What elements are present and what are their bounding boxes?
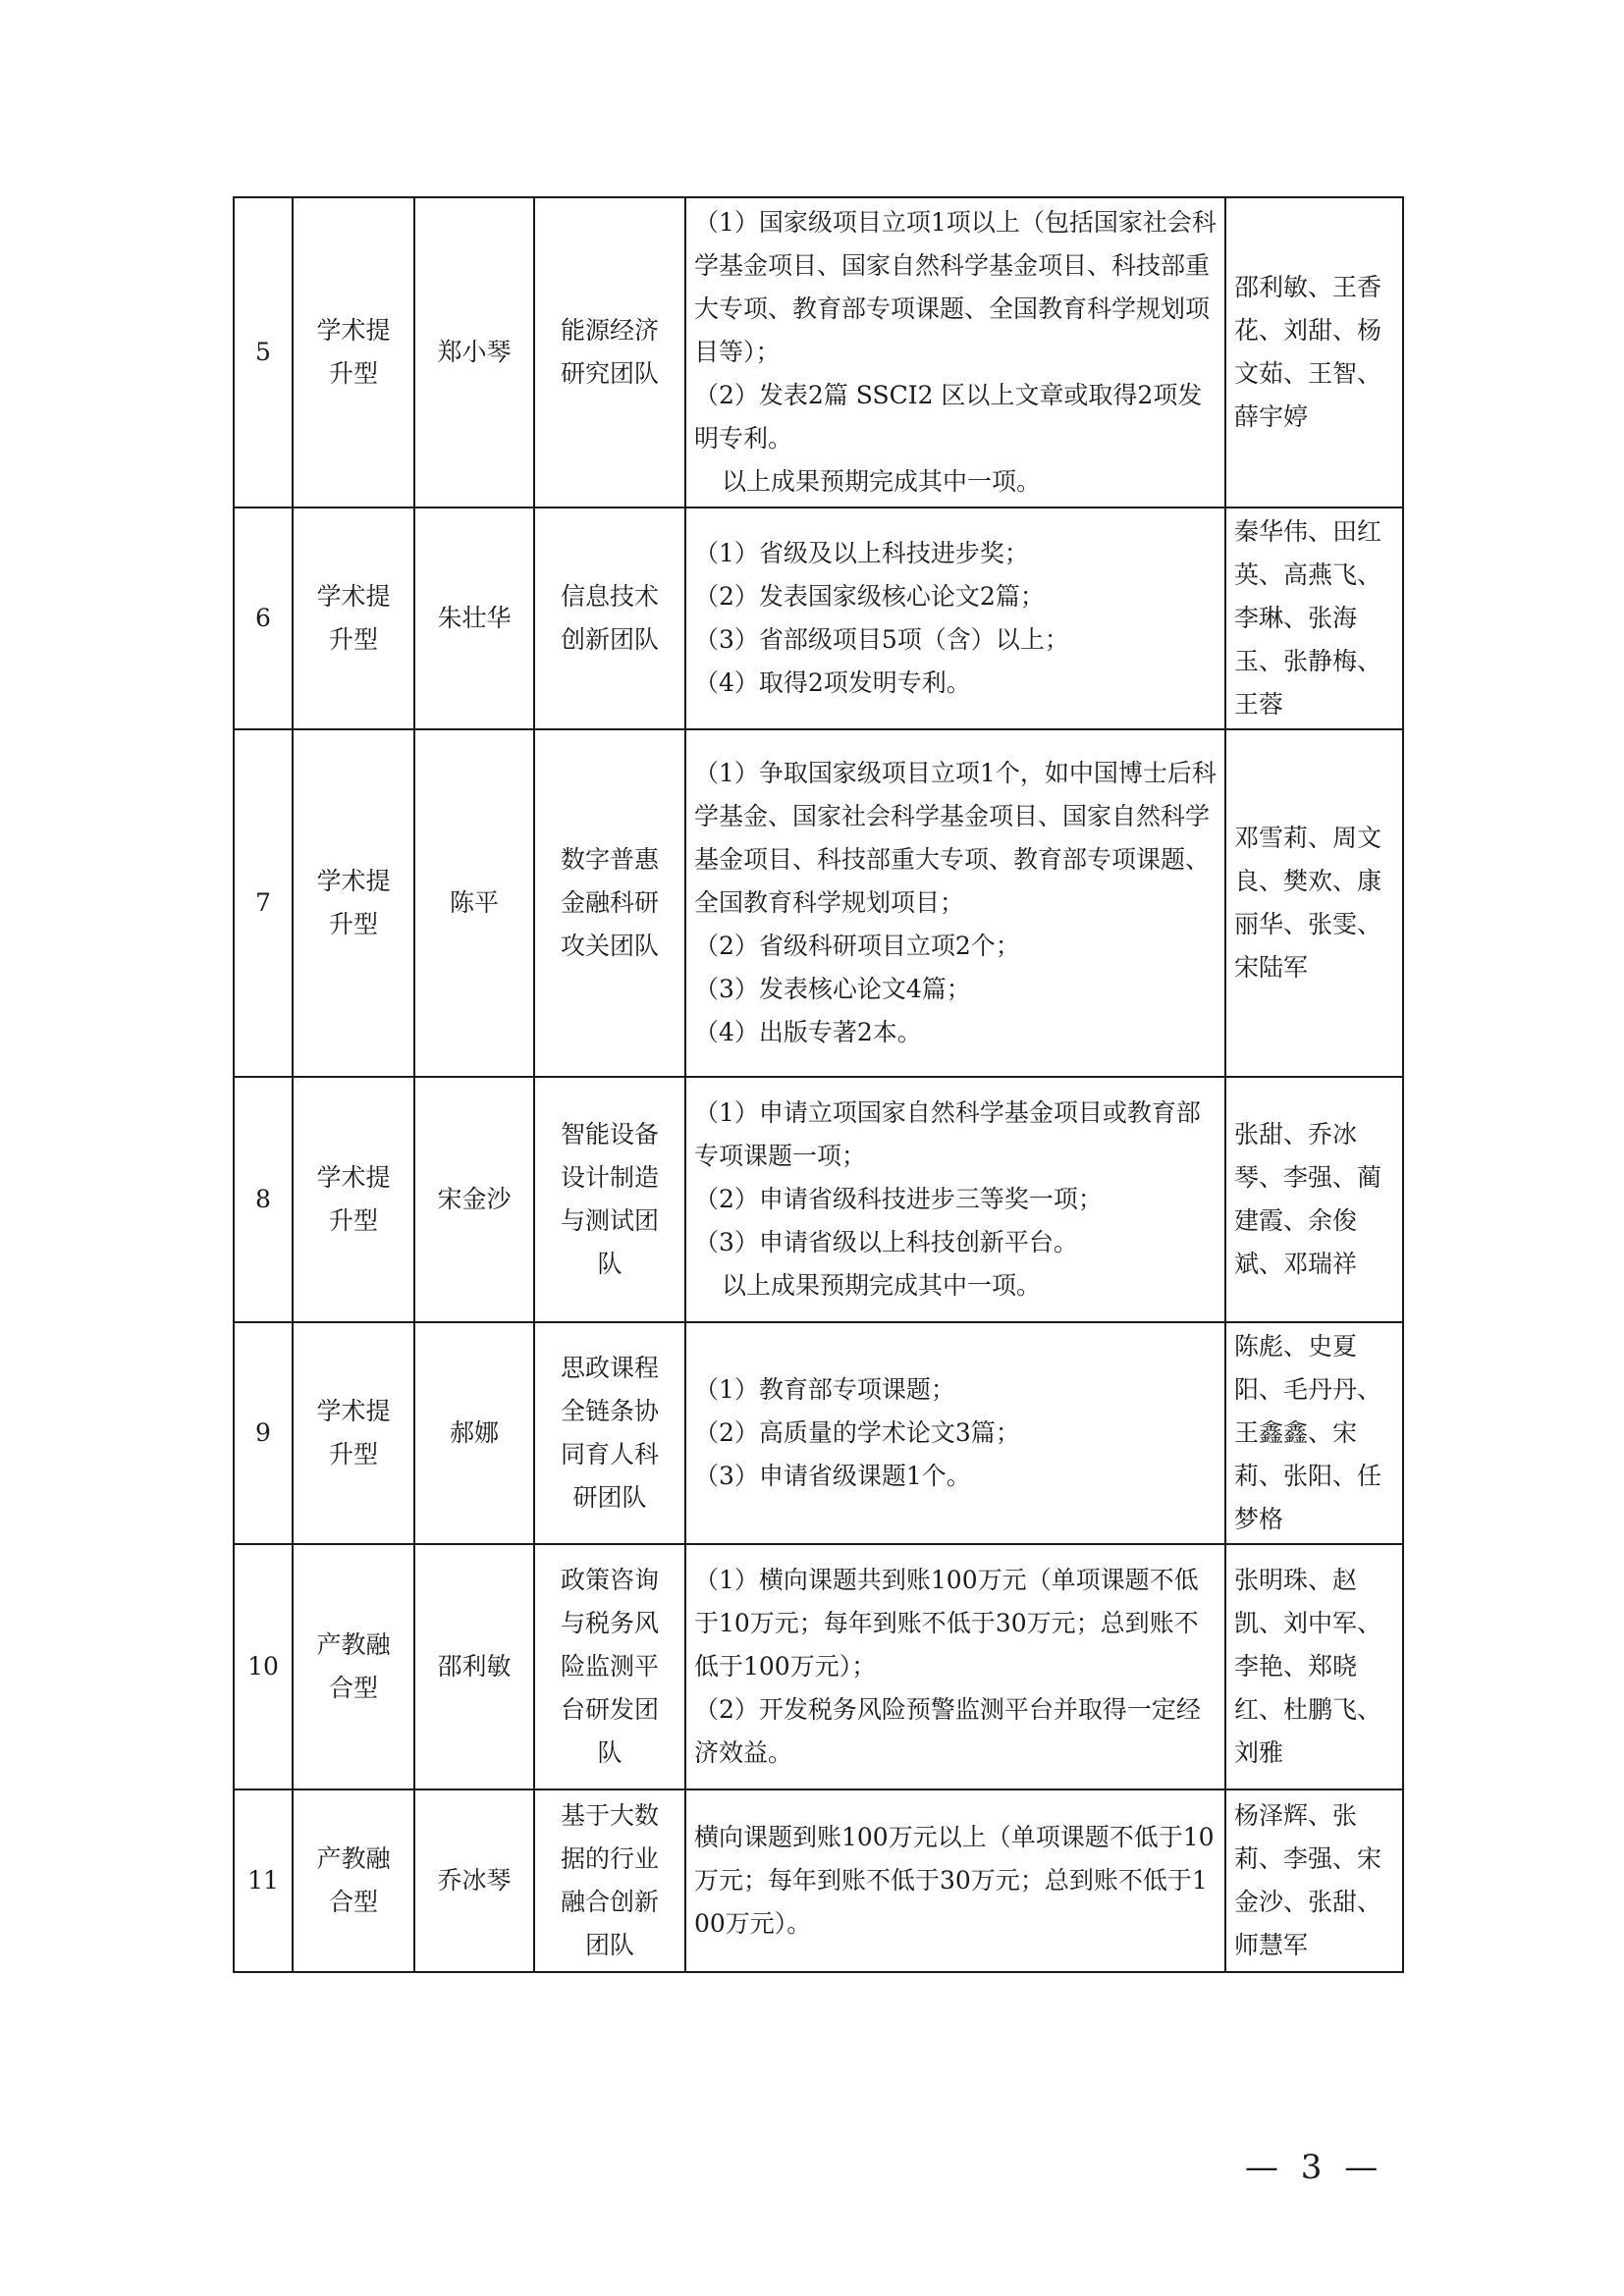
team-goals bbox=[685, 1077, 1225, 1322]
team-name bbox=[534, 507, 685, 729]
team-name bbox=[534, 197, 685, 507]
goal-item: 横向课题到账100万元以上（单项课题不低于10万元；每年到账不低于30万元；总到账不低于100万元）。 bbox=[694, 1823, 1215, 1938]
team-type bbox=[293, 1077, 414, 1322]
team-type-text: 学术提升型 bbox=[316, 867, 391, 938]
team-type-text: 学术提升型 bbox=[316, 1397, 391, 1468]
goal-item: （2）开发税务风险预警监测平台并取得一定经济效益。 bbox=[694, 1695, 1201, 1767]
team-goals bbox=[685, 1544, 1225, 1789]
goal-item: （2）发表国家级核心论文2篇； bbox=[694, 582, 1045, 611]
team-type-text: 学术提升型 bbox=[316, 316, 391, 388]
row-number: 7 bbox=[234, 729, 293, 1077]
team-type bbox=[293, 1789, 414, 1972]
goal-item: （1）申请立项国家自然科学基金项目或教育部专项课题一项； bbox=[694, 1098, 1201, 1170]
table-row bbox=[234, 729, 1403, 1077]
team-type-text: 产教融合型 bbox=[316, 1844, 391, 1916]
table-row bbox=[234, 1789, 1403, 1972]
goal-item: （2）申请省级科技进步三等奖一项； bbox=[694, 1185, 1103, 1213]
team-name bbox=[534, 1322, 685, 1544]
goal-item: （1）教育部专项课题； bbox=[694, 1375, 955, 1404]
goal-item: 以上成果预期完成其中一项。 bbox=[722, 467, 1042, 496]
team-type bbox=[293, 1322, 414, 1544]
team-type bbox=[293, 1544, 414, 1789]
team-name-text: 基于大数据的行业融合创新团队 bbox=[560, 1801, 659, 1959]
team-type-text: 学术提升型 bbox=[316, 1163, 391, 1235]
row-number: 8 bbox=[234, 1077, 293, 1322]
team-leader: 郝娜 bbox=[414, 1322, 534, 1544]
goal-item: （3）发表核心论文4篇； bbox=[694, 975, 971, 1003]
team-goals bbox=[685, 729, 1225, 1077]
goal-item: （3）申请省级以上科技创新平台。 bbox=[694, 1228, 1078, 1256]
team-type bbox=[293, 507, 414, 729]
team-members: 秦华伟、田红英、高燕飞、李琳、张海玉、张静梅、王蓉 bbox=[1225, 507, 1403, 729]
team-table bbox=[233, 196, 1404, 1973]
table-row bbox=[234, 1544, 1403, 1789]
row-number: 10 bbox=[234, 1544, 293, 1789]
goal-item: （1）横向课题共到账100万元（单项课题不低于10万元；每年到账不低于30万元；总到账不低于100万元）； bbox=[694, 1566, 1199, 1681]
table-row bbox=[234, 507, 1403, 729]
team-leader: 陈平 bbox=[414, 729, 534, 1077]
team-name bbox=[534, 1077, 685, 1322]
team-name bbox=[534, 729, 685, 1077]
team-name-text: 能源经济研究团队 bbox=[560, 316, 659, 388]
page-number: — 3 — bbox=[1245, 2148, 1384, 2187]
team-members: 邵利敏、王香花、刘甜、杨文茹、王智、薛宇婷 bbox=[1225, 197, 1403, 507]
team-members: 张明珠、赵凯、刘中军、李艳、郑晓红、杜鹏飞、刘雅 bbox=[1225, 1544, 1403, 1789]
team-name-text: 信息技术创新团队 bbox=[560, 582, 659, 654]
goal-item: （3）申请省级课题1个。 bbox=[694, 1462, 971, 1490]
team-name-text: 数字普惠金融科研攻关团队 bbox=[560, 845, 659, 960]
team-goals bbox=[685, 197, 1225, 507]
team-leader: 宋金沙 bbox=[414, 1077, 534, 1322]
team-members: 陈彪、史夏阳、毛丹丹、王鑫鑫、宋莉、张阳、任梦格 bbox=[1225, 1322, 1403, 1544]
team-name bbox=[534, 1789, 685, 1972]
team-name-text: 政策咨询与税务风险监测平台研发团队 bbox=[560, 1566, 659, 1767]
team-type-text: 学术提升型 bbox=[316, 582, 391, 654]
row-number: 9 bbox=[234, 1322, 293, 1544]
row-number: 5 bbox=[234, 197, 293, 507]
team-leader: 乔冰琴 bbox=[414, 1789, 534, 1972]
goal-item: （3）省部级项目5项（含）以上； bbox=[694, 625, 1069, 654]
team-members: 邓雪莉、周文良、樊欢、康丽华、张雯、宋陆军 bbox=[1225, 729, 1403, 1077]
team-leader: 郑小琴 bbox=[414, 197, 534, 507]
team-type bbox=[293, 729, 414, 1077]
row-number: 11 bbox=[234, 1789, 293, 1972]
team-name bbox=[534, 1544, 685, 1789]
team-goals bbox=[685, 507, 1225, 729]
team-type-text: 产教融合型 bbox=[316, 1630, 391, 1702]
goal-item: （4）出版专著2本。 bbox=[694, 1018, 922, 1046]
goal-item: （2）发表2篇 SSCI2 区以上文章或取得2项发明专利。 bbox=[694, 381, 1203, 453]
goal-item: （1）国家级项目立项1项以上（包括国家社会科学基金项目、国家自然科学基金项目、科技部重大专项、教育部专项课题、全国教育科学规划项目等）； bbox=[694, 208, 1217, 366]
team-goals bbox=[685, 1789, 1225, 1972]
row-number: 6 bbox=[234, 507, 293, 729]
team-leader: 朱壮华 bbox=[414, 507, 534, 729]
table-row bbox=[234, 1322, 1403, 1544]
table-row bbox=[234, 197, 1403, 507]
team-members: 张甜、乔冰琴、李强、蔺建霞、余俊斌、邓瑞祥 bbox=[1225, 1077, 1403, 1322]
goal-item: （1）争取国家级项目立项1个，如中国博士后科学基金、国家社会科学基金项目、国家自然科学基金项目、科技部重大专项、教育部专项课题、全国教育科学规划项目； bbox=[694, 759, 1217, 917]
team-members: 杨泽辉、张莉、李强、宋金沙、张甜、师慧军 bbox=[1225, 1789, 1403, 1972]
goal-item: （4）取得2项发明专利。 bbox=[694, 668, 971, 697]
goal-item: （2）高质量的学术论文3篇； bbox=[694, 1418, 1020, 1447]
goal-item: （1）省级及以上科技进步奖； bbox=[694, 539, 1029, 567]
goal-item: （2）省级科研项目立项2个； bbox=[694, 932, 1020, 960]
team-name-text: 思政课程全链条协同育人科研团队 bbox=[560, 1354, 659, 1512]
team-type bbox=[293, 197, 414, 507]
table-row bbox=[234, 1077, 1403, 1322]
team-name-text: 智能设备设计制造与测试团队 bbox=[560, 1120, 659, 1278]
goal-item: 以上成果预期完成其中一项。 bbox=[722, 1271, 1042, 1300]
team-goals bbox=[685, 1322, 1225, 1544]
team-leader: 邵利敏 bbox=[414, 1544, 534, 1789]
